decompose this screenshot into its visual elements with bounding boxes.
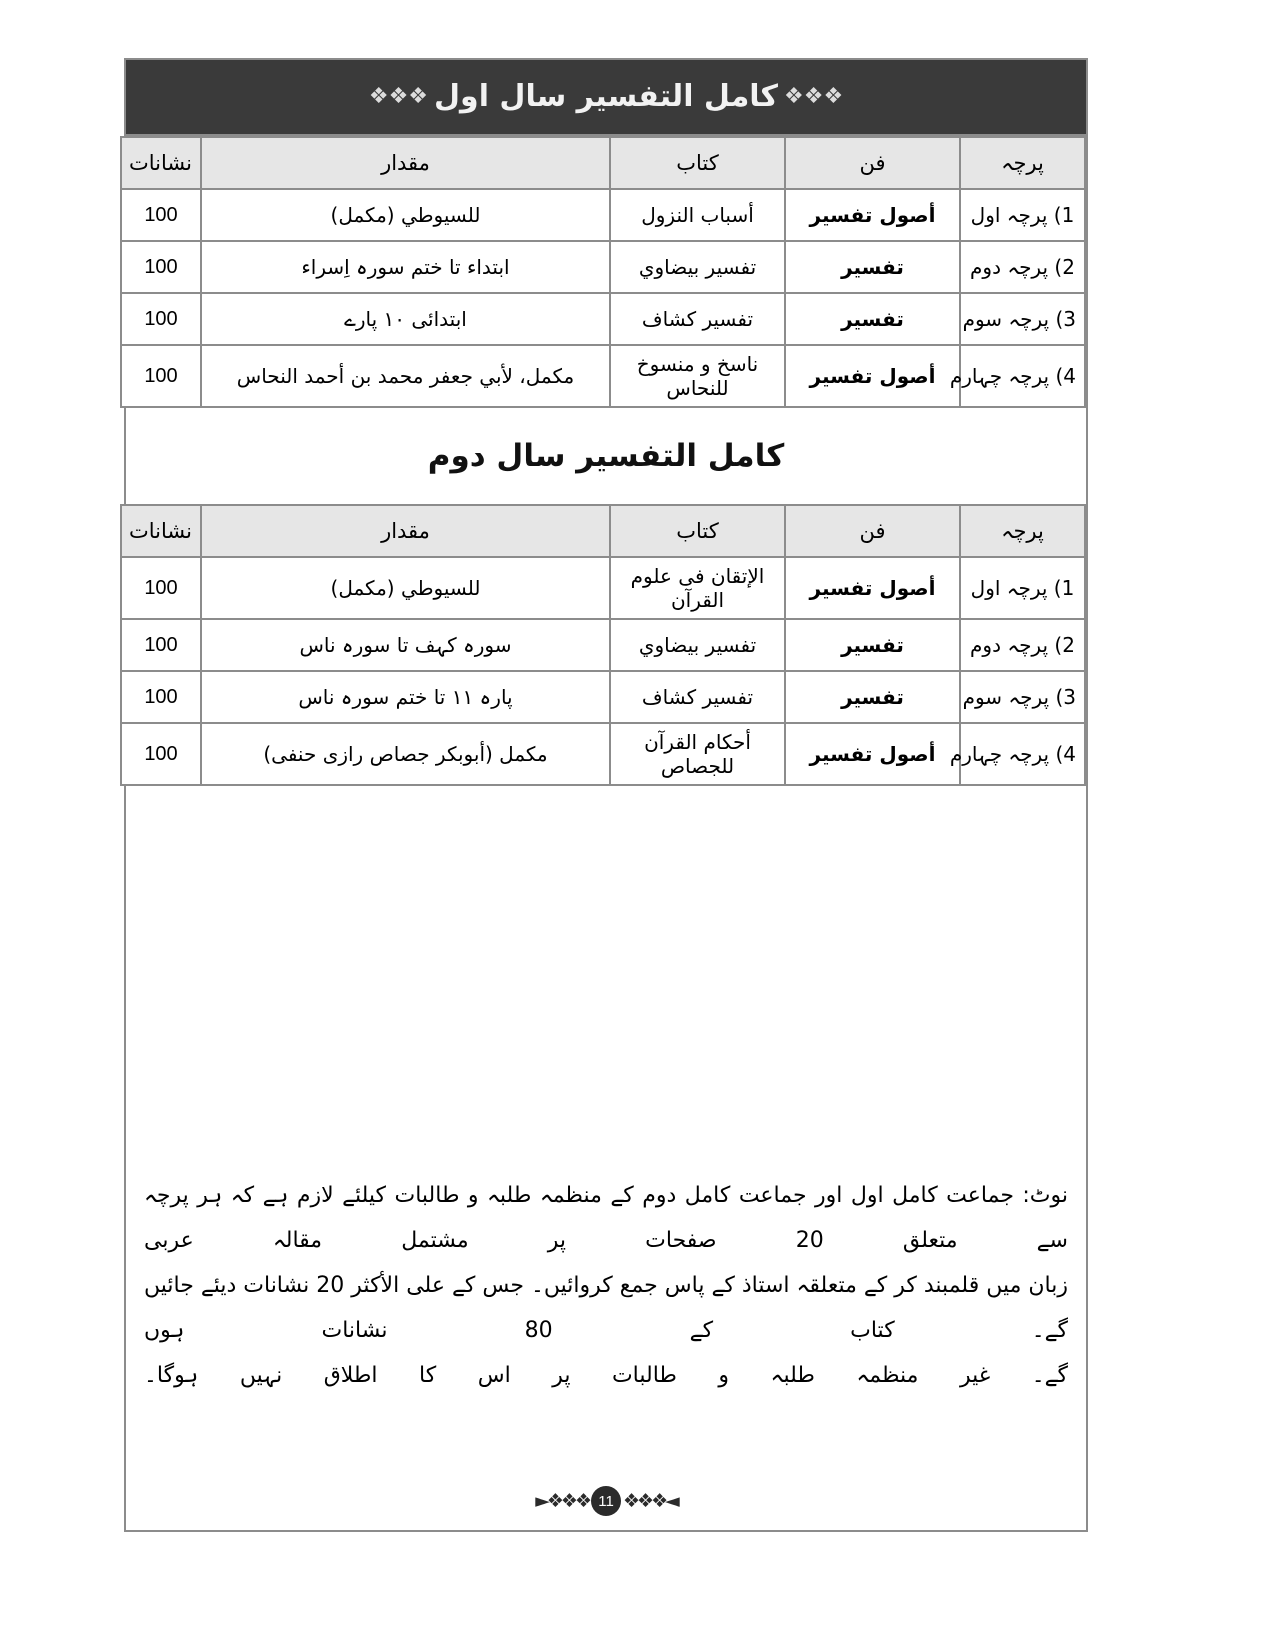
cell-miqdar: للسیوطي (مکمل) [201, 557, 610, 619]
table-row [121, 619, 1085, 671]
table-row [121, 189, 1085, 241]
cell-kitab: أسباب النزول [610, 189, 785, 241]
col-header-miqdar: مقدار [201, 505, 610, 557]
cell-miqdar: مکمل (أبوبکر جصاص رازی حنفی) [201, 723, 610, 785]
cell-kitab: تفسیر بیضاوي [610, 241, 785, 293]
section2-title: کامل التفسیر سال دوم [427, 438, 785, 474]
page-number: 11 [591, 1486, 621, 1516]
cell-kitab: تفسیر کشاف [610, 671, 785, 723]
cell-parcha: 4) پرچہ چہارم [960, 723, 1085, 785]
note-line-3: گے۔ غیر منظمہ طلبہ و طالبات پر اس کا اطلاق نہیں ہوگا۔ [144, 1362, 1068, 1388]
page-footer [126, 1486, 1086, 1516]
cell-nishanat: 100 [121, 241, 201, 293]
cell-parcha: 3) پرچہ سوم [960, 293, 1085, 345]
section1-banner [126, 60, 1086, 136]
footer-ornament-right-icon: ❖❖❖► [535, 1489, 589, 1512]
cell-parcha: 1) پرچہ اول [960, 557, 1085, 619]
cell-nishanat: 100 [121, 345, 201, 407]
cell-miqdar: ابتداء تا ختم سورہ اِسراء [201, 241, 610, 293]
section1-title-wrap [363, 79, 849, 114]
note-line-2: زبان میں قلمبند کر کے متعلقہ استاذ کے پاس جمع کروائیں۔ جس کے علی الأکثر 20 نشانات دیئے جائیں گے۔ کتاب کے 80 نشانات ہوں [144, 1272, 1069, 1343]
cell-fan: أصول تفسیر [785, 345, 960, 407]
col-header-nishanat: نشانات [121, 505, 201, 557]
section1-table [120, 136, 1086, 408]
table-row [121, 723, 1085, 785]
cell-kitab: أحکام القرآن للجصاص [610, 723, 785, 785]
col-header-fan: فن [785, 137, 960, 189]
cell-parcha: 4) پرچہ چہارم [960, 345, 1085, 407]
col-header-nishanat: نشانات [121, 137, 201, 189]
note-line-1: نوٹ: جماعت کامل اول اور جماعت کامل دوم کے منظمہ طلبہ و طالبات کیلئے لازم ہے کہ ہر پرچہ سے متعلق 20 صفحات پر مشتمل مقالہ عربی [144, 1182, 1068, 1253]
cell-fan: تفسیر [785, 619, 960, 671]
cell-miqdar: سورہ کہف تا سورہ ناس [201, 619, 610, 671]
cell-miqdar: مکمل، لأبي جعفر محمد بن أحمد النحاس [201, 345, 610, 407]
col-header-fan: فن [785, 505, 960, 557]
cell-fan: تفسیر [785, 293, 960, 345]
table-row [121, 345, 1085, 407]
cell-parcha: 1) پرچہ اول [960, 189, 1085, 241]
section1-header-row [121, 137, 1085, 189]
footer-ornament-left-icon: ◄❖❖❖ [623, 1489, 677, 1512]
cell-parcha: 2) پرچہ دوم [960, 619, 1085, 671]
cell-fan: تفسیر [785, 671, 960, 723]
table-row [121, 293, 1085, 345]
section1-title: کامل التفسیر سال اول [434, 79, 778, 114]
cell-kitab: تفسیر بیضاوي [610, 619, 785, 671]
cell-kitab: الإتقان فی علوم القرآن [610, 557, 785, 619]
footer-note [144, 1173, 1068, 1398]
section2-title-wrap [126, 408, 1086, 504]
table-row [121, 671, 1085, 723]
cell-nishanat: 100 [121, 293, 201, 345]
cell-nishanat: 100 [121, 557, 201, 619]
section2-table [120, 504, 1086, 786]
cell-nishanat: 100 [121, 671, 201, 723]
table-row [121, 557, 1085, 619]
col-header-kitab: کتاب [610, 505, 785, 557]
cell-nishanat: 100 [121, 723, 201, 785]
col-header-parcha: پرچہ [960, 137, 1085, 189]
cell-miqdar: پارہ ۱۱ تا ختم سورہ ناس [201, 671, 610, 723]
ornament-right-icon: ❖❖❖ [368, 84, 429, 109]
table-row [121, 241, 1085, 293]
page-content [126, 60, 1086, 1530]
cell-nishanat: 100 [121, 189, 201, 241]
cell-fan: أصول تفسیر [785, 557, 960, 619]
cell-kitab: ناسخ و منسوخ للنحاس [610, 345, 785, 407]
ornament-left-icon: ❖❖❖ [784, 84, 844, 109]
cell-miqdar: للسیوطي (مکمل) [201, 189, 610, 241]
section2-header-row [121, 505, 1085, 557]
cell-fan: أصول تفسیر [785, 723, 960, 785]
page-frame [124, 58, 1088, 1532]
cell-fan: أصول تفسیر [785, 189, 960, 241]
cell-fan: تفسیر [785, 241, 960, 293]
cell-parcha: 3) پرچہ سوم [960, 671, 1085, 723]
cell-nishanat: 100 [121, 619, 201, 671]
col-header-miqdar: مقدار [201, 137, 610, 189]
col-header-kitab: کتاب [610, 137, 785, 189]
cell-kitab: تفسیر کشاف [610, 293, 785, 345]
cell-parcha: 2) پرچہ دوم [960, 241, 1085, 293]
col-header-parcha: پرچہ [960, 505, 1085, 557]
cell-miqdar: ابتدائی ۱۰ پارے [201, 293, 610, 345]
